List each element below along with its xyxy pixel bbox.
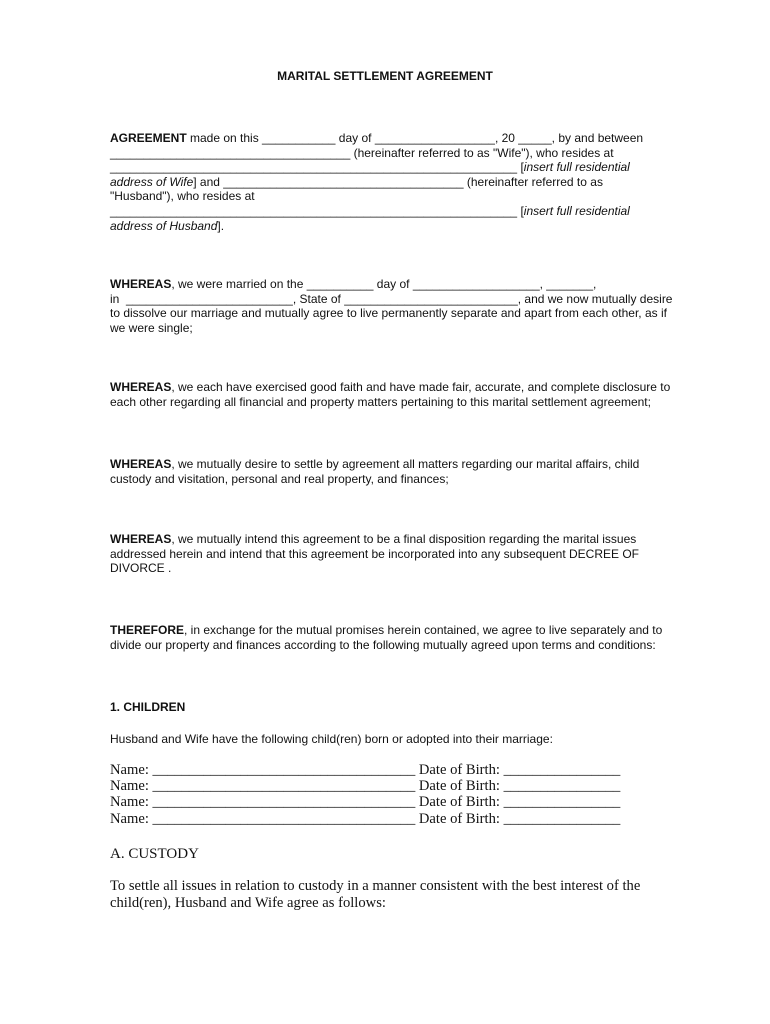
whereas-disclosure-line-2: each other regarding all financial and property matters pertaining to this marital settlement agreement; [110, 394, 651, 409]
agreement-line-5: "Husband"), who resides at [110, 189, 255, 204]
custody-line-1: To settle all issues in relation to custody in a manner consistent with the best interest of the [110, 878, 641, 894]
children-heading: 1. CHILDREN [110, 700, 186, 714]
whereas-final-line-1-text: , we mutually intend this agreement to be a final disposition regarding the marital issues [171, 532, 637, 546]
husband-address-blank: _____________________________________________________________ [ [110, 203, 524, 218]
whereas-keyword: WHEREAS [110, 277, 172, 291]
agreement-line-7-end: ]. [217, 218, 225, 233]
whereas-final-line-1 [110, 532, 720, 547]
child-row: Name: ____________________________________ Date of Birth: ________________ [110, 762, 621, 778]
whereas-married-line-1-text: , we were married on the __________ day of ___________________, _______, [171, 277, 597, 291]
whereas-keyword: WHEREAS [110, 457, 172, 471]
children-list [110, 762, 620, 827]
wife-address-note-cont: address of Wife [110, 174, 194, 189]
whereas-final-paragraph [110, 532, 720, 576]
agreement-line-1 [110, 131, 720, 146]
whereas-disclosure-line-1 [110, 380, 720, 395]
custody-paragraph [110, 878, 710, 912]
whereas-settle-paragraph [110, 457, 720, 486]
husband-address-note-cont: address of Husband [110, 218, 218, 233]
husband-name-blank: ] and ____________________________________ (hereinafter referred to as [193, 174, 603, 189]
child-row: Name: ____________________________________ Date of Birth: ________________ [110, 810, 621, 827]
whereas-disclosure-line-1-text: , we each have exercised good faith and have made fair, accurate, and complete disclosure to [171, 380, 671, 394]
whereas-final-line-2: addressed herein and intend that this agreement be incorporated into any subsequent DECREE OF [110, 546, 639, 561]
whereas-married-paragraph [110, 277, 720, 335]
therefore-line-1 [110, 623, 720, 638]
whereas-settle-line-2: custody and visitation, personal and real property, and finances; [110, 471, 449, 486]
therefore-keyword: THEREFORE [110, 623, 185, 637]
whereas-final-line-3: DIVORCE . [110, 561, 172, 576]
therefore-line-2: divide our property and finances according to the following mutually agreed upon terms and conditions: [110, 637, 656, 652]
whereas-married-line-3: to dissolve our marriage and mutually agree to live permanently separate and apart from each other, as if [110, 306, 667, 321]
child-row: Name: ____________________________________ Date of Birth: ________________ [110, 778, 621, 795]
agreement-keyword: AGREEMENT [110, 131, 187, 145]
custody-line-2: child(ren), Husband and Wife agree as follows: [110, 895, 386, 911]
whereas-disclosure-paragraph [110, 380, 720, 409]
therefore-paragraph [110, 623, 720, 652]
custody-heading: A. CUSTODY [110, 846, 199, 862]
whereas-married-line-1 [110, 277, 720, 292]
agreement-paragraph [110, 131, 720, 233]
children-intro: Husband and Wife have the following child(ren) born or adopted into their marriage: [110, 732, 553, 746]
whereas-married-line-4: we were single; [110, 320, 193, 335]
document-title: MARITAL SETTLEMENT AGREEMENT [277, 69, 493, 83]
agreement-line-6 [110, 204, 720, 219]
whereas-married-line-2: in _________________________, State of __________________________, and we now mutually desire [110, 291, 673, 306]
whereas-keyword: WHEREAS [110, 532, 172, 546]
whereas-keyword: WHEREAS [110, 380, 172, 394]
agreement-line-1-text: made on this ___________ day of __________________, 20 _____, by and between [186, 131, 644, 145]
wife-address-note: insert full residential [523, 160, 630, 175]
agreement-line-2: ____________________________________ (hereinafter referred to as "Wife"), who resides at [110, 145, 614, 160]
child-row: Name: ____________________________________ Date of Birth: ________________ [110, 794, 621, 811]
agreement-line-7 [110, 219, 720, 234]
husband-address-note: insert full residential [523, 203, 630, 218]
whereas-settle-line-1-text: , we mutually desire to settle by agreement all matters regarding our marital affairs, child [171, 457, 640, 471]
agreement-line-4 [110, 175, 720, 190]
wife-address-blank: _____________________________________________________________ [ [110, 160, 524, 175]
whereas-settle-line-1 [110, 457, 720, 472]
agreement-line-3 [110, 160, 720, 175]
therefore-line-1-text: , in exchange for the mutual promises herein contained, we agree to live separately and to [184, 623, 663, 637]
